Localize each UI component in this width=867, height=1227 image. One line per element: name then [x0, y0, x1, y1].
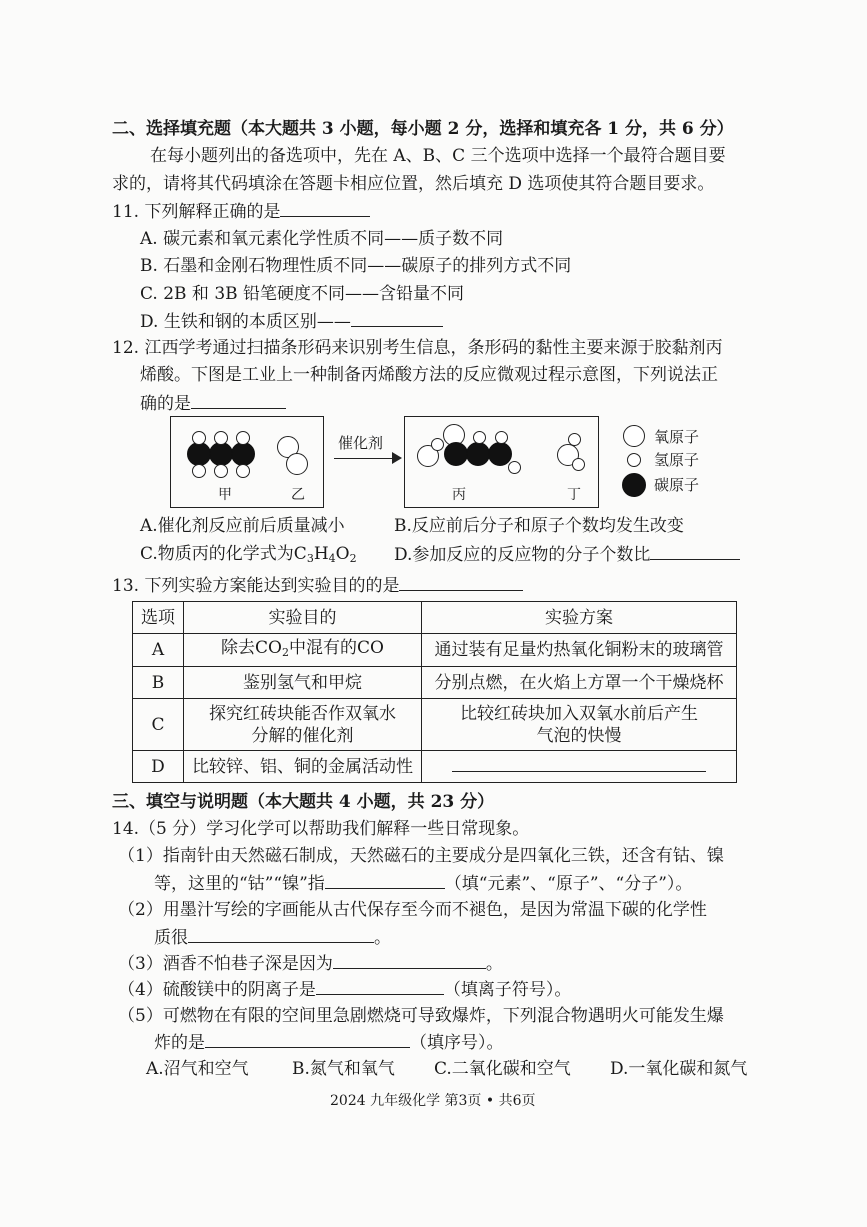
header-goal: 实验目的 — [184, 602, 422, 634]
q14-part5-line1: （5）可燃物在有限的空间里急剧燃烧可导致爆炸，下列混合物遇明火可能发生爆 — [118, 1006, 724, 1026]
q14-part4-blank[interactable] — [316, 978, 444, 995]
label-ding: 丁 — [567, 487, 581, 503]
q11-option-c: C. 2B 和 3B 铅笔硬度不同——含铅量不同 — [140, 284, 465, 304]
q11-option-a: A. 碳元素和氧元素化学性质不同——质子数不同 — [140, 229, 504, 249]
q14-part1-text: 等，这里的“钴”“镍”指 — [154, 874, 325, 894]
q14-stem: 14.（5 分）学习化学可以帮助我们解释一些日常现象。 — [112, 819, 530, 839]
plan-line: 比较红砖块加入双氧水前后产生 — [460, 703, 698, 724]
subscript: 2 — [282, 645, 289, 659]
q13-d-blank[interactable] — [452, 755, 706, 772]
experiment-table — [132, 601, 737, 783]
carbon-atom — [488, 442, 512, 466]
reaction-arrow — [334, 458, 392, 459]
subscript: 2 — [349, 552, 357, 565]
goal-text: 除去CO — [221, 637, 282, 658]
hydrogen-atom — [192, 464, 206, 478]
hydrogen-atom — [214, 431, 228, 445]
goal-line: 探究红砖块能否作双氧水 — [209, 703, 396, 724]
label-yi: 乙 — [291, 487, 305, 503]
label-jia: 甲 — [218, 487, 232, 503]
q14-part2-blank[interactable] — [188, 926, 374, 943]
row-option: D — [133, 751, 184, 783]
q14-option-b: B.氮气和氧气 — [292, 1059, 395, 1079]
subscript: 3 — [306, 552, 314, 565]
oxygen-atom — [286, 453, 308, 475]
q11-option-b: B. 石墨和金刚石物理性质不同——碳原子的排列方式不同 — [140, 256, 572, 276]
row-goal: 鉴别氢气和甲烷 — [184, 667, 422, 699]
row-goal — [184, 699, 422, 751]
q14-part2-line2 — [154, 926, 391, 949]
q14-part2-text: 质很 — [154, 928, 188, 948]
q12-answer-blank[interactable] — [191, 392, 286, 409]
table-header-row — [133, 602, 737, 634]
carbon-atom — [209, 442, 233, 466]
legend-carbon-label: 碳原子 — [654, 476, 700, 494]
carbon-atom — [187, 442, 211, 466]
q11-answer-blank[interactable] — [280, 200, 370, 217]
q12-option-c-text: C.物质丙的化学式为C — [140, 544, 307, 564]
plan-line: 气泡的快慢 — [536, 725, 622, 746]
q13-stem — [112, 574, 523, 597]
legend-hydrogen-icon — [627, 453, 641, 467]
legend-carbon-icon — [622, 473, 646, 497]
q11-option-d-text: D. 生铁和钢的本质区别—— — [140, 312, 351, 332]
section2-intro-line1: 在每小题列出的备选项中，先在 A、B、C 三个选项中选择一个最符合题目要 — [150, 146, 726, 166]
q14-part1-line2 — [154, 872, 692, 895]
row-plan — [422, 699, 737, 751]
row-goal — [184, 634, 422, 667]
hydrogen-atom — [236, 464, 250, 478]
legend-oxygen-icon — [623, 425, 645, 447]
subscript: 4 — [328, 552, 336, 565]
formula-part: O — [335, 544, 350, 564]
q13-answer-blank[interactable] — [399, 574, 523, 591]
table-row — [133, 751, 737, 783]
q14-part4-text: （4）硫酸镁中的阴离子是 — [118, 980, 316, 1000]
carbon-atom — [444, 442, 468, 466]
q14-part5-text: 炸的是 — [154, 1033, 205, 1053]
row-option: A — [133, 634, 184, 667]
q14-part3 — [118, 952, 503, 975]
table-row — [133, 667, 737, 699]
row-plan-blank-cell — [422, 751, 737, 783]
q14-part4 — [118, 978, 571, 1001]
section3-title: 三、填空与说明题（本大题共 4 小题，共 23 分） — [112, 792, 495, 812]
page-footer: 2024 九年级化学 第3页 • 共6页 — [330, 1093, 536, 1109]
goal-text: 中混有的CO — [289, 637, 384, 658]
carbon-atom — [231, 442, 255, 466]
q12-stem-line3 — [140, 392, 286, 415]
q14-part2-end: 。 — [374, 928, 391, 948]
label-bing: 丙 — [452, 487, 466, 503]
hydrogen-atom — [572, 458, 585, 471]
q12-option-a: A.催化剂反应前后质量减小 — [140, 516, 345, 536]
q14-part5-hint: （填序号）。 — [410, 1033, 504, 1053]
q14-part1-line1: （1）指南针由天然磁石制成，天然磁石的主要成分是四氧化三铁，还含有钴、镍 — [118, 846, 724, 866]
row-plan: 分别点燃，在火焰上方罩一个干燥烧杯 — [422, 667, 737, 699]
header-plan: 实验方案 — [422, 602, 737, 634]
q11-d-blank[interactable] — [351, 310, 443, 327]
arrow-head-icon — [392, 452, 402, 464]
legend-oxygen-label: 氧原子 — [654, 428, 700, 446]
q12-stem-line3-text: 确的是 — [140, 394, 191, 414]
q11-option-d — [140, 310, 443, 333]
q14-part1-hint: （填“元素”、“原子”、“分子”）。 — [444, 874, 693, 894]
q12-option-c — [140, 543, 357, 570]
q14-part1-blank[interactable] — [325, 872, 445, 889]
q12-stem-line2: 烯酸。下图是工业上一种制备丙烯酸方法的反应微观过程示意图，下列说法正 — [140, 365, 718, 385]
section2-title: 二、选择填充题（本大题共 3 小题，每小题 2 分，选择和填充各 1 分，共 6 分） — [112, 119, 734, 139]
q14-part4-hint: （填离子符号）。 — [443, 980, 572, 1000]
header-option: 选项 — [133, 602, 184, 634]
hydrogen-atom — [473, 431, 486, 444]
row-option: B — [133, 667, 184, 699]
q14-part3-text: （3）酒香不怕巷子深是因为 — [118, 954, 333, 974]
section2-intro-line2: 求的，请将其代码填涂在答题卡相应位置，然后填充 D 选项使其符合题目要求。 — [112, 174, 715, 194]
q14-option-d: D.一氧化碳和氮气 — [610, 1059, 748, 1079]
carbon-atom — [466, 442, 490, 466]
hydrogen-atom — [431, 438, 444, 451]
q13-stem-text: 13. 下列实验方案能达到实验目的的是 — [112, 576, 400, 596]
goal-line: 分解的催化剂 — [251, 725, 354, 746]
table-row — [133, 699, 737, 751]
q14-option-c: C.二氧化碳和空气 — [434, 1059, 571, 1079]
q12-option-d — [394, 543, 740, 566]
q11-stem-text: 11. 下列解释正确的是 — [112, 202, 281, 222]
q14-part5-blank[interactable] — [205, 1031, 410, 1048]
q14-part3-blank[interactable] — [333, 952, 486, 969]
q12-option-b: B.反应前后分子和原子个数均发生改变 — [394, 516, 684, 536]
q12-d-blank[interactable] — [650, 543, 740, 560]
formula-part: H — [313, 544, 329, 564]
hydrogen-atom — [236, 431, 250, 445]
q14-part5-line2 — [154, 1031, 504, 1054]
row-plan: 通过装有足量灼热氧化铜粉末的玻璃管 — [422, 634, 737, 667]
q11-stem — [112, 200, 370, 223]
q12-option-d-text: D.参加反应的反应物的分子个数比 — [394, 545, 651, 565]
hydrogen-atom — [192, 431, 206, 445]
q14-option-a: A.沼气和空气 — [146, 1059, 249, 1079]
q14-part2-line1: （2）用墨汁写绘的字画能从古代保存至今而不褪色，是因为常温下碳的化学性 — [118, 900, 707, 920]
q14-part3-end: 。 — [485, 954, 503, 974]
hydrogen-atom — [568, 433, 581, 446]
q12-stem-line1: 12. 江西学考通过扫描条形码来识别考生信息，条形码的黏性主要来源于胶黏剂丙 — [112, 338, 723, 358]
row-option: C — [133, 699, 184, 751]
catalyst-label: 催化剂 — [338, 434, 384, 452]
hydrogen-atom — [495, 431, 508, 444]
legend-hydrogen-label: 氢原子 — [654, 451, 700, 469]
hydrogen-atom — [508, 461, 521, 474]
table-row — [133, 634, 737, 667]
row-goal: 比较锌、铝、铜的金属活动性 — [184, 751, 422, 783]
hydrogen-atom — [214, 464, 228, 478]
